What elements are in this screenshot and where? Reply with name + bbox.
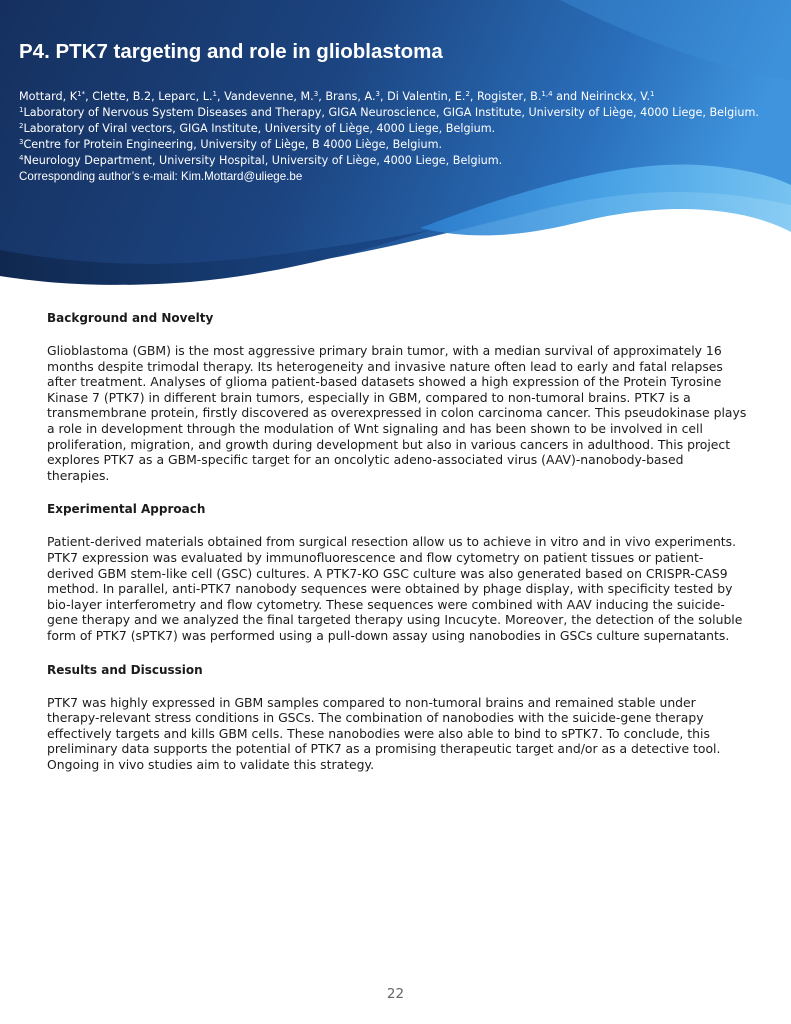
author-affiliation-sup: 1*	[77, 90, 86, 98]
author-list	[19, 89, 779, 105]
author-name: Leparc, L.	[158, 90, 213, 103]
affiliation-1	[19, 105, 769, 121]
author-name: Clette, B.2	[92, 90, 152, 103]
author-separator: ,	[151, 90, 159, 103]
header-text	[19, 38, 779, 185]
corresponding-email: Corresponding author’s e-mail: Kim.Mottard@uliege.be	[19, 170, 303, 183]
abstract-body	[47, 310, 747, 790]
affiliation-number: 4	[19, 154, 24, 162]
affiliation-2	[19, 121, 779, 137]
affiliation-number: 1	[19, 106, 24, 114]
section-heading: Experimental Approach	[47, 502, 206, 517]
author-affiliation-sup: 1,4	[541, 90, 553, 98]
section-heading: Background and Novelty	[47, 311, 214, 325]
author-name: Neirinckx, V.	[580, 90, 651, 103]
author-affiliation-sup: 1	[212, 90, 217, 98]
affiliation-text: Laboratory of Nervous System Diseases and Therapy, GIGA Neuroscience, GIGA Institute, University of Liège, 4000 Liege, Belgium.	[23, 106, 759, 119]
section-experimental-approach	[47, 501, 747, 643]
affiliation-number: 2	[19, 122, 24, 130]
section-paragraph: Patient-derived materials obtained from surgical resection allow us to achieve in vitro and in vivo experiments. PTK7 expression was evaluated by immunofluorescence and flow cytometry on patient tissues or patient-derived GBM stem-like cell (GSC) cultures. A PTK7-KO GSC culture was also generated based on CRISPR-CAS9 method. In parallel, anti-PTK7 nanobody sequences were obtained by phage display, with specificity tested by bio-layer interferometry and flow cytometry. These sequences were combined with AAV inducing the suicide-gene therapy and we analyzed the final targeted therapy using Incucyte. Moreover, the detection of the soluble form of PTK7 (sPTK7) was performed using a pull-down assay using nanobodies in GSCs culture supernatants.	[47, 534, 743, 643]
affiliation-text: Centre for Protein Engineering, University of Liège, B 4000 Liège, Belgium.	[23, 138, 443, 151]
author-name: Brans, A.	[325, 90, 376, 103]
author-affiliation-sup: 2	[465, 90, 470, 98]
affiliation-number: 3	[19, 138, 24, 146]
page-title: P4. PTK7 targeting and role in glioblastoma	[19, 40, 443, 63]
affiliation-text: Laboratory of Viral vectors, GIGA Institute, University of Liège, 4000 Liege, Belgium.	[23, 122, 496, 135]
author-name: Mottard, K	[19, 90, 78, 103]
author-name: Rogister, B.	[477, 90, 542, 103]
author-name: Di Valentin, E.	[387, 90, 466, 103]
affiliation-4	[19, 153, 779, 169]
section-background	[47, 310, 747, 483]
author-separator: ,	[379, 90, 388, 103]
author-separator: and	[552, 90, 581, 103]
author-separator: ,	[318, 90, 326, 103]
page-number: 22	[386, 986, 405, 1002]
author-affiliation-sup: 3	[313, 90, 319, 98]
author-separator: ,	[85, 90, 93, 103]
section-results-discussion	[47, 662, 747, 773]
section-paragraph: PTK7 was highly expressed in GBM samples compared to non-tumoral brains and remained stable under therapy-relevant stress conditions in GSCs. The combination of nanobodies with the suicide-gene therapy effectively targets and kills GBM cells. These nanobodies were also able to bind to sPTK7. To conclude, this preliminary data supports the potential of PTK7 as a promising therapeutic target and/or as a detective tool. Ongoing in vivo studies aim to validate this strategy.	[47, 694, 721, 772]
author-separator: ,	[217, 90, 225, 103]
author-name: Vandevenne, M.	[224, 90, 314, 103]
affiliation-text: Neurology Department, University Hospital, University of Liège, 4000 Liege, Belgium.	[23, 154, 503, 167]
section-heading: Results and Discussion	[47, 662, 203, 677]
section-paragraph: Glioblastoma (GBM) is the most aggressive primary brain tumor, with a median survival of approximately 16 months despite trimodal therapy. Its heterogeneity and invasive nature often lead to early and fatal relapses after treatment. Analyses of glioma patient-based datasets showed a high expression of the Protein Tyrosine Kinase 7 (PTK7) in different brain tumors, especially in GBM, compared to non-tumoral brains. PTK7 is a transmembrane protein, firstly discovered as overexpressed in colon carcinoma cancer. This pseudokinase plays a role in development through the modulation of Wnt signaling and has been shown to be involved in cell proliferation, migration, and growth during development but also in various cancers in adulthood. This project explores PTK7 as a GBM-specific target for an oncolytic adeno-associated virus (AAV)-nanobody-based therapies.	[47, 343, 747, 483]
author-affiliation-sup: 1	[650, 90, 655, 98]
author-separator: ,	[469, 90, 478, 103]
affiliation-3	[19, 137, 779, 153]
author-affiliation-sup: 3	[375, 90, 380, 98]
